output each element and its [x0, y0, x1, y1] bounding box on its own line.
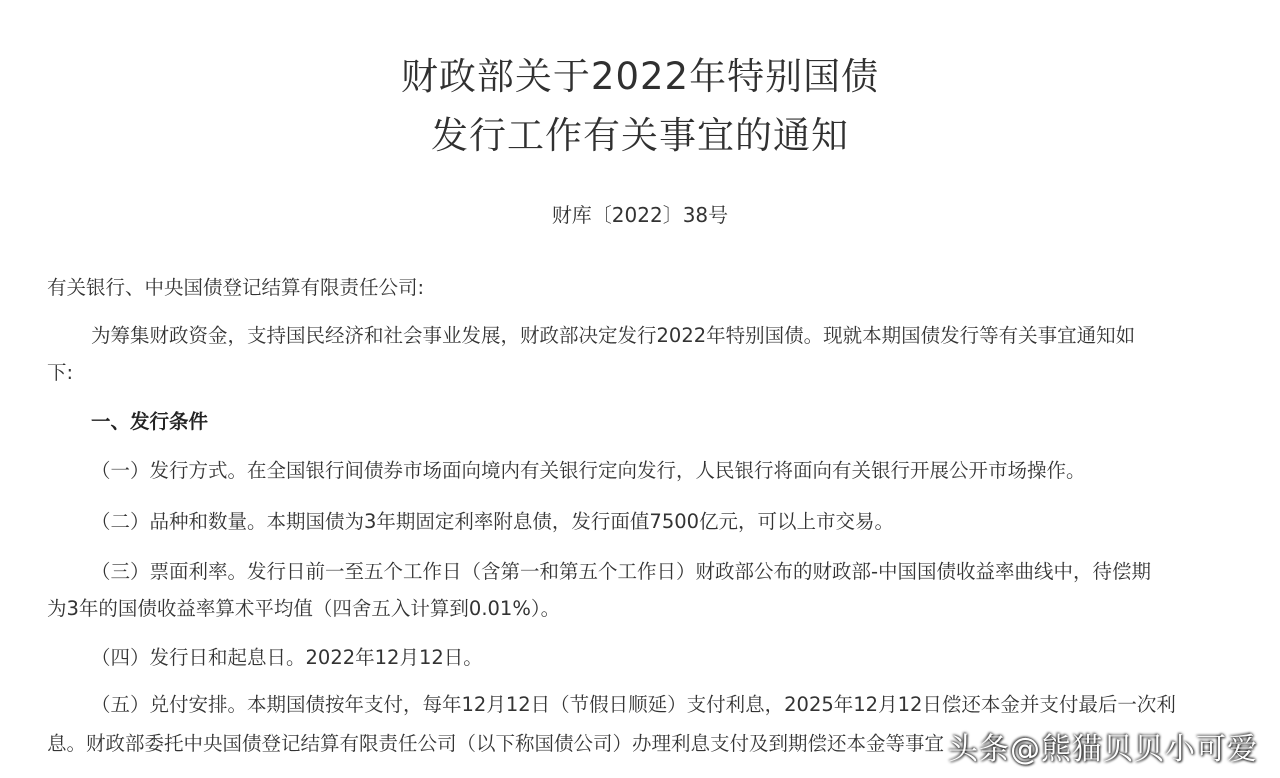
- document-title-line-2: 发行工作有关事宜的通知: [431, 114, 849, 157]
- item-5-line-1: （五）兑付安排。本期国债按年支付，每年12月12日（节假日顺延）支付利息，2025年12月12日偿还本金并支付最后一次利: [91, 693, 1176, 716]
- watermark-text: 头条@熊猫贝贝小可爱: [948, 732, 1258, 767]
- document-number: 财库〔2022〕38号: [551, 203, 729, 227]
- item-4-line-1: （四）发行日和起息日。2022年12月12日。: [91, 646, 483, 669]
- section-heading: 一、发行条件: [91, 410, 209, 433]
- document-title-line-1: 财政部关于2022年特别国债: [400, 55, 880, 98]
- item-2-line-1: （二）品种和数量。本期国债为3年期固定利率附息债，发行面值7500亿元，可以上市交易。: [91, 510, 895, 533]
- item-5-line-2: 息。财政部委托中央国债登记结算有限责任公司（以下称国债公司）办理利息支付及到期偿还本金等事宜: [47, 732, 945, 755]
- addressee: 有关银行、中央国债登记结算有限责任公司:: [47, 276, 425, 299]
- item-1-line-1: （一）发行方式。在全国银行间债券市场面向境内有关银行定向发行，人民银行将面向有关银行开展公开市场操作。: [91, 459, 1086, 482]
- item-3-line-2: 为3年的国债收益率算术平均值（四舍五入计算到0.01%）。: [47, 597, 561, 620]
- intro-paragraph-line-1: 为筹集财政资金，支持国民经济和社会事业发展，财政部决定发行2022年特别国债。现就本期国债发行等有关事宜通知如: [91, 324, 1136, 347]
- item-3-line-1: （三）票面利率。发行日前一至五个工作日（含第一和第五个工作日）财政部公布的财政部-中国国债收益率曲线中，待偿期: [91, 560, 1152, 583]
- intro-paragraph-line-2: 下:: [47, 361, 74, 384]
